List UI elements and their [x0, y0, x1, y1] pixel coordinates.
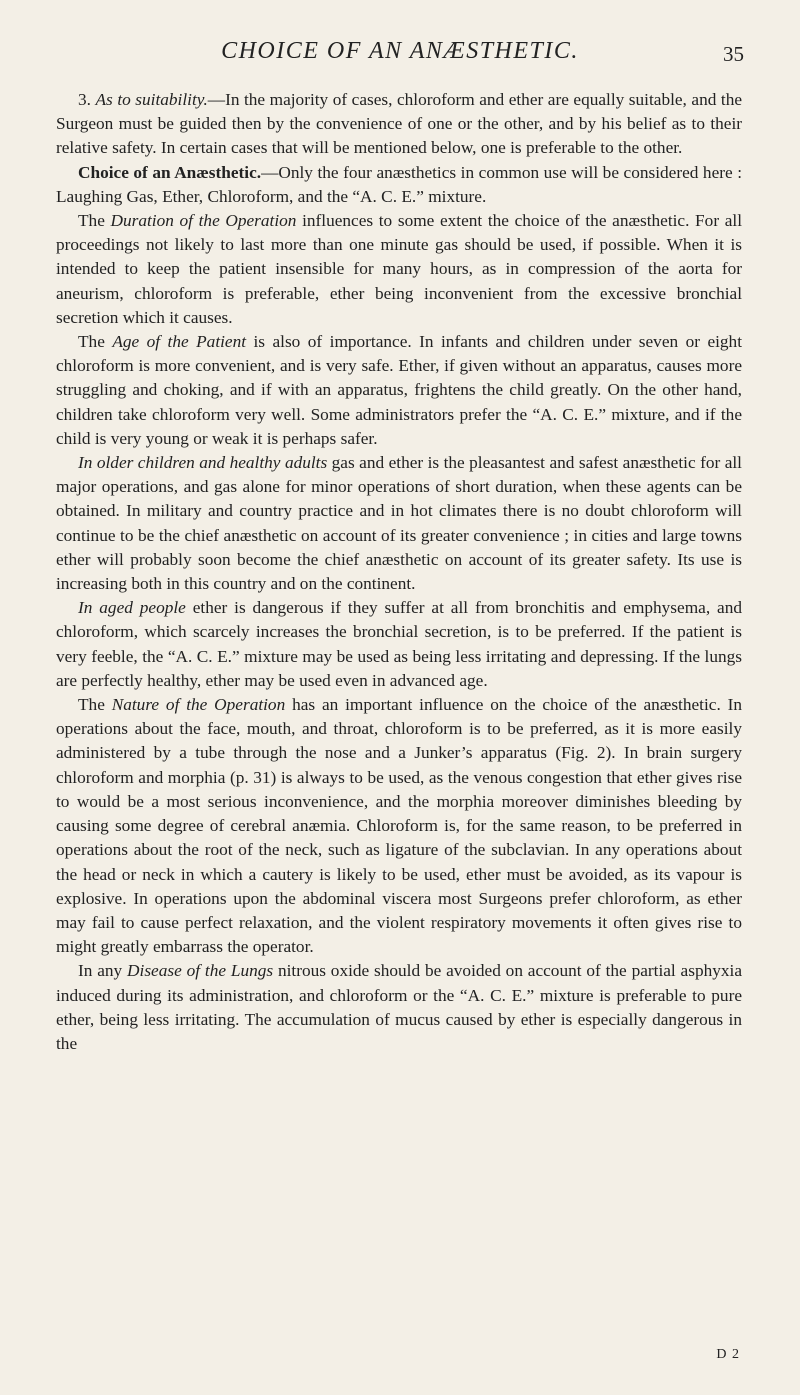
running-title: CHOICE OF AN ANÆSTHETIC. [221, 38, 579, 64]
italic-heading: In older children and healthy adults [78, 453, 328, 473]
paragraph-choice-heading: Choice of an Anæsthetic.—Only the four anæsthetics in common use will be considered here : Laughing Gas, Ether, Chloroform, and the “A. C. E.” mixture. [56, 162, 743, 206]
section-heading: Choice of an Anæsthetic. [78, 162, 262, 182]
paragraph-age: The Age of the Patient is also of importance. In infants and children under seven or eight chloroform is more convenient, and is very safe. Ether, if given without an apparatus, causes more struggling and choking, and if with an apparatus, frightens the child greatly. On the other hand, children take chloroform very well. Some administrators prefer the “A. C. E.” mixture, and if the child is very young or weak it is perhaps safer. [56, 332, 742, 448]
italic-heading: Duration of the Operation [110, 211, 297, 231]
signature-mark: D 2 [716, 1347, 740, 1362]
italic-heading: Age of the Patient [112, 332, 247, 352]
paragraph-older-children: In older children and healthy adults gas and ether is the pleasantest and safest anæsthetic for all major operations, and gas alone for minor operations of short duration, when these agents can be obtained. In military and country practice and in hot climates there is no doubt chloroform will continue to be the chief anæsthetic on account of its greater convenience ; in cities and large towns ether will probably soon become the chief anæsthetic on account of its greater safety. Its use is increasing both in this country and on the continent. [56, 453, 742, 594]
italic-heading: Nature of the Operation [111, 695, 286, 715]
paragraph-nature-operation: The Nature of the Operation has an important influence on the choice of the anæsthetic. In operations about the face, mouth, and throat, chloroform is to be preferred, as it is more easily administered by a tube through the nose and a Junker’s apparatus (Fig. 2). In brain surgery chloroform and morphia (p. 31) is always to be used, as the venous congestion that ether gives rise to would be a most serious inconvenience, and the morphia moreover diminishes bleeding by causing some degree of cerebral anæmia. Chloroform is, for the same reason, to be preferred in operations about the root of the neck, such as ligature of the subclavian. In any operations about the head or neck in which a cautery is likely to be used, ether must be avoided, as its vapour is explosive. In operations upon the abdominal viscera most Surgeons prefer chloroform, as ether may fail to cause perfect relaxation, and the violent respiratory movements it often gives rise to might greatly embarrass the operator. [56, 695, 743, 957]
italic-heading: Disease of the Lungs [127, 961, 274, 981]
paragraph-lung-disease: In any Disease of the Lungs nitrous oxide should be avoided on account of the partial asphyxia induced during its administration, and chloroform or the “A. C. E.” mixture is preferable to pure ether, being less irritating. The accumulation of mucus caused by ether is especially dangerous in the [56, 961, 742, 1053]
running-header [56, 38, 744, 78]
page-number: 35 [723, 42, 744, 66]
italic-heading: In aged people [78, 598, 186, 618]
paragraph-suitability: 3. As to suitability.—In the majority of cases, chloroform and ether are equally suitable, and the Surgeon must be guided then by the convenience of one or the other, and by his belief as to their relative safety. In certain cases that will be mentioned below, one is preferable to the other. [56, 90, 743, 158]
paragraph-duration: The Duration of the Operation influences to some extent the choice of the anæsthetic. For all proceedings not likely to last more than one minute gas should be used, if possible. When it is intended to keep the patient insensible for many hours, as in compression of the aorta for aneurism, chloroform is preferable, ether being inconvenient from the excessive bronchial secretion which it causes. [56, 211, 742, 327]
body-text [56, 88, 742, 1056]
italic-heading: As to suitability. [95, 90, 208, 109]
paragraph-aged-people: In aged people ether is dangerous if they suffer at all from bronchitis and emphysema, and chloroform, which scarcely increases the bronchial secretion, is to be preferred. If the patient is very feeble, the “A. C. E.” mixture may be used as being less irritating and depressing. If the lungs are perfectly healthy, ether may be used even in advanced age. [56, 598, 742, 690]
